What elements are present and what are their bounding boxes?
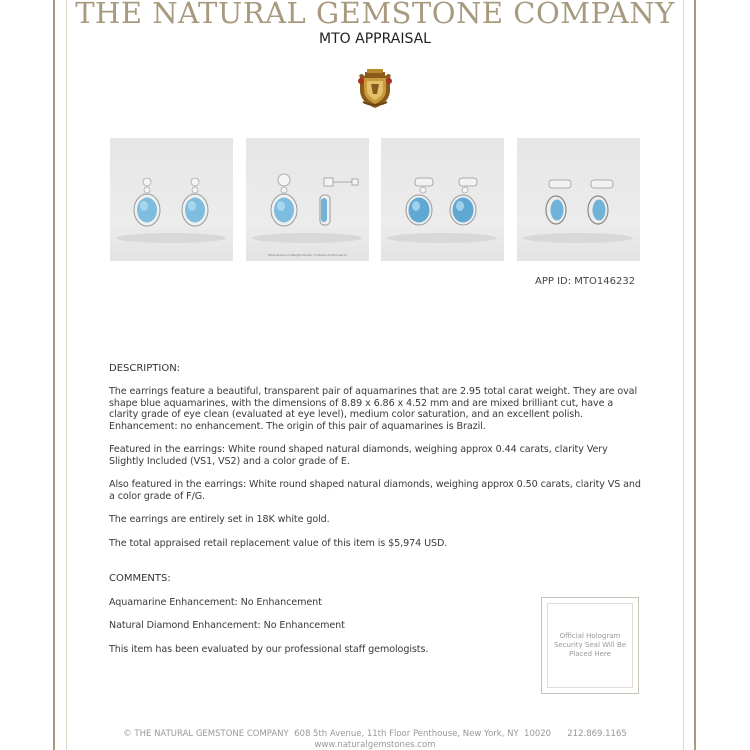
earrings-front-side-image bbox=[246, 138, 369, 261]
earrings-front-image bbox=[110, 138, 233, 261]
comments-label: COMMENTS: bbox=[109, 573, 171, 584]
footer-website-link[interactable]: www.naturalgemstones.com bbox=[314, 740, 436, 750]
product-photo-2[interactable] bbox=[246, 138, 369, 261]
earrings-angled-image bbox=[381, 138, 504, 261]
photo-caption: Total Diamond Weight Shown: 0.44ctw (0.22ct each) bbox=[268, 253, 347, 257]
earrings-side-angled-image bbox=[517, 138, 640, 261]
seal-placeholder-text: Official Hologram Security Seal Will Be Placed Here bbox=[553, 632, 627, 658]
description-paragraph: Featured in the earrings: White round shaped natural diamonds, weighing approx 0.44 carats, clarity Very Slightly Included (VS1, VS2) and a color grade of E. bbox=[109, 444, 608, 467]
footer-address: © THE NATURAL GEMSTONE COMPANY 608 5th Avenue, 11th Floor Penthouse, New York, NY 10020 212.869.1165 bbox=[123, 729, 627, 739]
comment-line: Aquamarine Enhancement: No Enhancement bbox=[109, 597, 322, 608]
app-id: APP ID: MTO146232 bbox=[535, 276, 636, 287]
product-photo-1[interactable] bbox=[110, 138, 233, 261]
page-border-left-inner bbox=[66, 0, 67, 750]
product-photo-4[interactable] bbox=[517, 138, 640, 261]
comment-line: This item has been evaluated by our professional staff gemologists. bbox=[109, 644, 429, 655]
page-border-right-inner bbox=[683, 0, 684, 750]
product-photo-3[interactable] bbox=[381, 138, 504, 261]
company-name: THE NATURAL GEMSTONE COMPANY bbox=[75, 0, 675, 30]
comment-line: Natural Diamond Enhancement: No Enhancement bbox=[109, 620, 345, 631]
description-paragraph: Also featured in the earrings: White round shaped natural diamonds, weighing approx 0.50 carats, clarity VS and a color grade of F/G. bbox=[109, 479, 641, 502]
hologram-seal-placeholder bbox=[541, 597, 639, 694]
description-paragraph: The earrings feature a beautiful, transparent pair of aquamarines that are 2.95 total carat weight. They are oval shape blue aquamarines, with the dimensions of 8.89 x 6.86 x 4.52 mm and are mixed brilliant cut, have a clarity grade of eye clean (evaluated at eye level), medium color saturation, and an excellent polish. Enhancement: no enhancement. The origin of this pair of aquamarines is Brazil. bbox=[109, 386, 638, 432]
description-paragraph: The earrings are entirely set in 18K white gold. bbox=[109, 514, 330, 525]
page-border-left-outer bbox=[53, 0, 55, 750]
company-crest-icon bbox=[357, 68, 393, 110]
appraised-value: The total appraised retail replacement value of this item is $5,974 USD. bbox=[109, 538, 448, 549]
seal-inner-frame bbox=[547, 603, 633, 688]
description-label: DESCRIPTION: bbox=[109, 363, 181, 374]
document-type-title: MTO APPRAISAL bbox=[319, 31, 431, 47]
page-border-right-outer bbox=[694, 0, 696, 750]
